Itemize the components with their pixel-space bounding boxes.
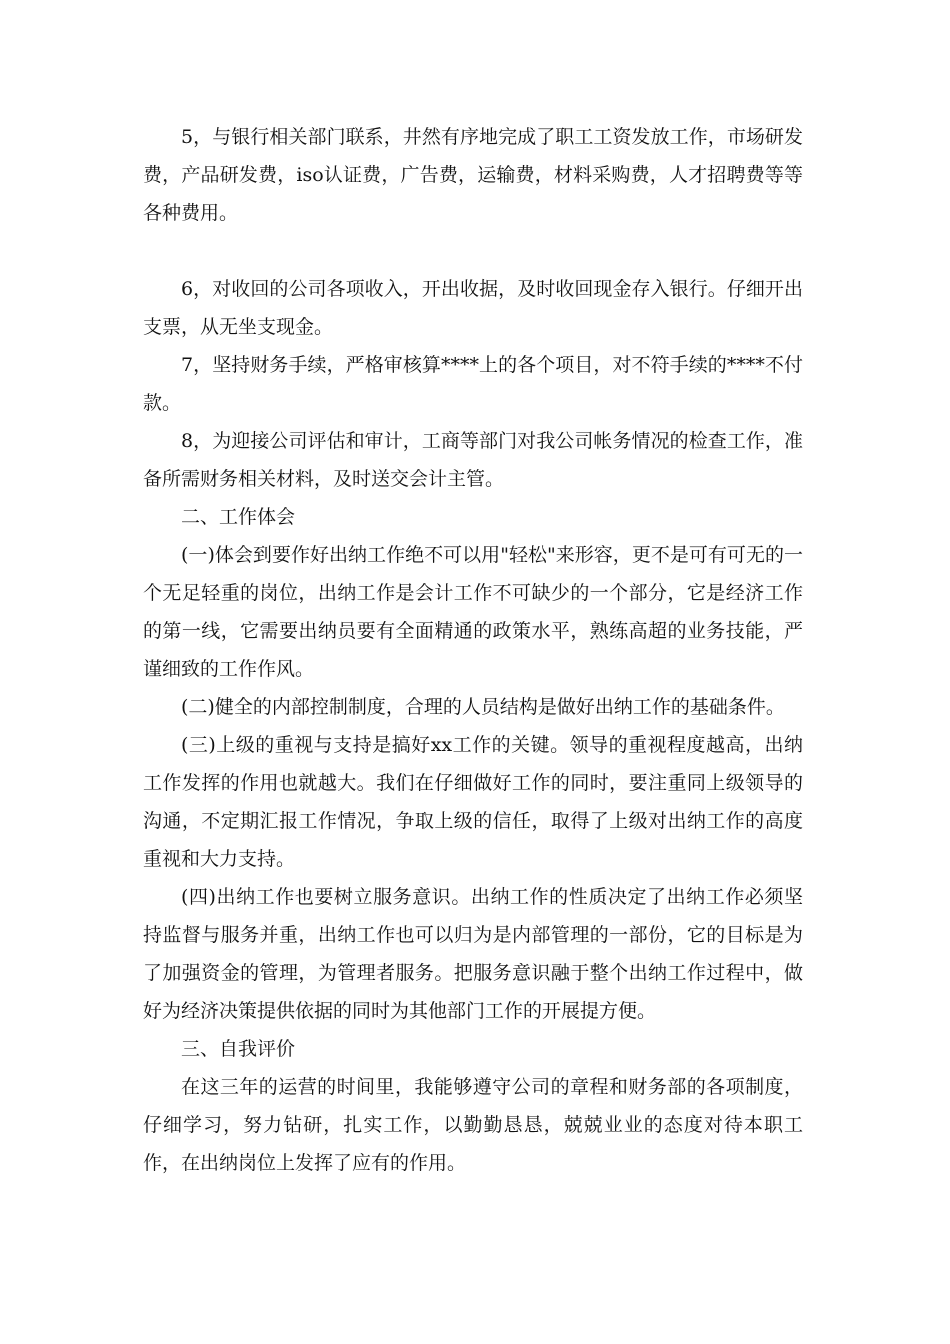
- paragraph-item-6: 6，对收回的公司各项收入，开出收据，及时收回现金存入银行。仔细开出支票，从无坐支现金。: [143, 278, 803, 338]
- paragraph-spacer: [143, 232, 803, 270]
- self-evaluation-paragraph: 在这三年的运营的时间里，我能够遵守公司的章程和财务部的各项制度，仔细学习，努力钻研，扎实工作，以勤勤恳恳，兢兢业业的态度对待本职工作，在出纳岗位上发挥了应有的作用。: [143, 1076, 803, 1174]
- experience-point-4: (四)出纳工作也要树立服务意识。出纳工作的性质决定了出纳工作必须坚持监督与服务并重，出纳工作也可以归为是内部管理的一部份，它的目标是为了加强资金的管理，为管理者服务。把服务意识融于整个出纳工作过程中，做好为经济决策提供依据的同时为其他部门工作的开展提方便。: [143, 886, 803, 1022]
- experience-point-2: (二)健全的内部控制制度，合理的人员结构是做好出纳工作的基础条件。: [181, 696, 785, 718]
- document-body: [143, 118, 803, 1182]
- paragraph-item-7: 7，坚持财务手续，严格审核算****上的各个项目，对不符手续的****不付款。: [143, 354, 803, 414]
- paragraph-item-5: 5，与银行相关部门联系，井然有序地完成了职工工资发放工作，市场研发费，产品研发费，iso认证费，广告费，运输费，材料采购费，人才招聘费等等各种费用。: [143, 126, 803, 224]
- section-heading-work-experience: 二、工作体会: [181, 506, 296, 528]
- experience-point-1: (一)体会到要作好出纳工作绝不可以用"轻松"来形容，更不是可有可无的一个无足轻重的岗位，出纳工作是会计工作不可缺少的一个部分，它是经济工作的第一线，它需要出纳员要有全面精通的政策水平，熟练高超的业务技能，严谨细致的工作作风。: [143, 544, 803, 680]
- experience-point-3: (三)上级的重视与支持是搞好xx工作的关键。领导的重视程度越高，出纳工作发挥的作用也就越大。我们在仔细做好工作的同时，要注重同上级领导的沟通，不定期汇报工作情况，争取上级的信任，取得了上级对出纳工作的高度重视和大力支持。: [143, 734, 803, 870]
- section-heading-self-evaluation: 三、自我评价: [181, 1038, 296, 1060]
- paragraph-item-8: 8，为迎接公司评估和审计，工商等部门对我公司帐务情况的检查工作，准备所需财务相关材料，及时送交会计主管。: [143, 430, 803, 490]
